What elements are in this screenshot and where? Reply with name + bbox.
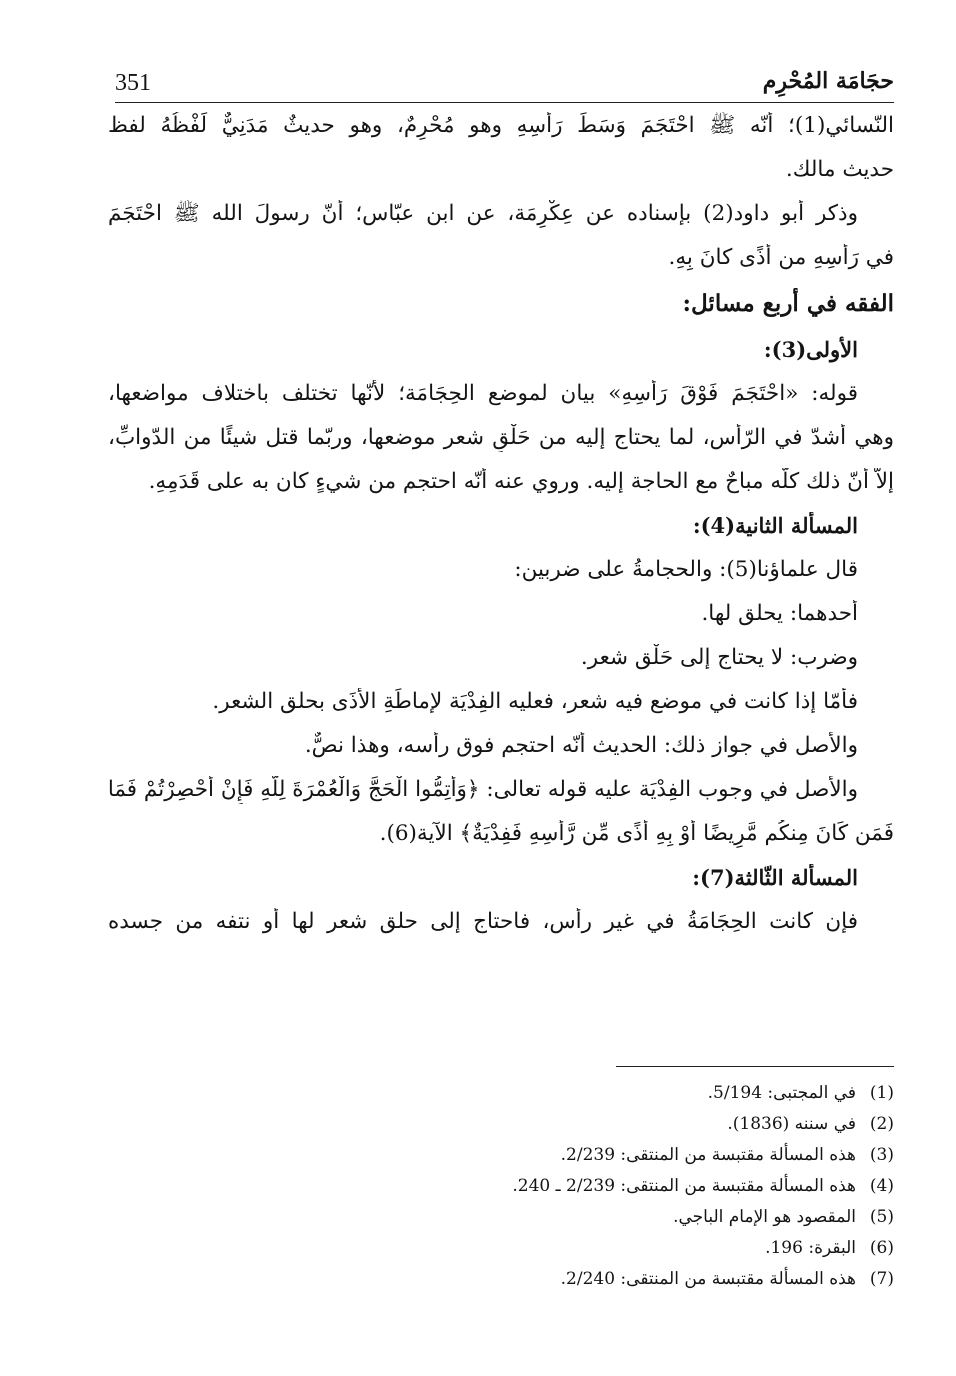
issue-heading: المسألة الثانية(4): <box>692 513 858 538</box>
issue-heading: المسألة الثّالثة(7): <box>692 865 858 890</box>
footnote <box>108 1235 894 1262</box>
footnote-text: في سننه (1836). <box>727 1114 856 1134</box>
footnote-text: في المجتبى: 5/194. <box>707 1083 856 1103</box>
paragraph-line: النّسائي(1)؛ أنّه ﷺ احْتَجَمَ وَسَطَ رَأسِهِ وهو مُحْرِمٌ، وهو حديثٌ مَدَنِيٌّ لَفْظُهُ لفظ <box>108 113 894 138</box>
footnote <box>108 1173 894 1200</box>
section-heading: الفقه في أربع مسائل: <box>682 290 894 317</box>
footnote-number: (6) <box>869 1238 894 1258</box>
paragraph-line: قوله: «احْتَجَمَ فَوْقَ رَأْسِهِ» بيان لموضع الحِجَامَة؛ لأنّها تختلف باختلاف مواضعها، <box>108 381 858 406</box>
paragraph-line: وضرب: لا يحتاج إلى حَلْق شعر. <box>580 645 858 670</box>
paragraph-line: قال علماؤنا(5): والحجامةُ على ضربين: <box>514 557 858 582</box>
running-title: حجَامَة المُحْرِم <box>762 68 894 94</box>
issue-heading: الأولى(3): <box>763 337 858 362</box>
footnote <box>108 1080 894 1107</box>
paragraph-line: أحدهما: يحلق لها. <box>701 601 858 626</box>
paragraph-line: حديث مالك. <box>785 157 894 182</box>
footnote-text: هذه المسألة مقتبسة من المنتقى: 2/239. <box>560 1145 856 1165</box>
page-header <box>115 60 894 103</box>
footnote-number: (1) <box>869 1083 894 1103</box>
paragraph-line: فأمّا إذا كانت في موضع فيه شعر، فعليه الفِدْيَة لإماطَةِ الأَذَى بحلق الشعر. <box>212 689 858 714</box>
paragraph-line: إلاّ أنّ ذلك كلّه مباحٌ مع الحاجة إليه. وروي عنه أنّه احتجم من شيءٍ كان به على قَدَمِهِ. <box>148 469 894 494</box>
paragraph-line: والأصل في جواز ذلك: الحديث أنّه احتجم فوق رأسه، وهذا نصٌّ. <box>304 733 858 758</box>
footnote <box>108 1111 894 1138</box>
footnote-text: هذه المسألة مقتبسة من المنتقى: 2/239 ـ 240. <box>512 1176 856 1196</box>
paragraph-line: فَمَن كَانَ مِنكُم مَّرِيضًا أَوْ بِهِ أَذًى مِّن رَّأْسِهِ فَفِدْيَةٌ﴾ الآية(6). <box>379 821 894 846</box>
footnote <box>108 1266 894 1293</box>
paragraph-line: وذكر أبو داود(2) بإسناده عن عِكْرِمَة، عن ابن عبّاس؛ أنّ رسولَ الله ﷺ احْتَجَمَ <box>108 201 858 226</box>
footnote-number: (4) <box>869 1176 894 1196</box>
footnotes <box>108 1080 894 1297</box>
footnote-number: (3) <box>869 1145 894 1165</box>
paragraph-line: فإن كانت الحِجَامَةُ في غير رأس، فاحتاج إلى حلق شعر لها أو نتفه من جسده <box>108 909 858 934</box>
footnote-text: هذه المسألة مقتبسة من المنتقى: 2/240. <box>560 1269 856 1289</box>
footnote-number: (7) <box>869 1269 894 1289</box>
main-text <box>108 112 894 952</box>
paragraph-line: في رَأْسِهِ من أَذًى كانَ بِهِ. <box>668 245 894 270</box>
footnote-number: (2) <box>869 1114 894 1134</box>
paragraph-line: والأصل في وجوب الفِدْيَة عليه قوله تعالى: ﴿وَأَتِمُّوا الْحَجَّ وَالْعُمْرَةَ لِلَّهِ فَإِنْ أُحْصِرْتُمْ فَمَا <box>108 777 858 802</box>
footnote-number: (5) <box>869 1207 894 1227</box>
footnote-text: البقرة: 196. <box>765 1238 856 1258</box>
footnote <box>108 1142 894 1169</box>
page-number: 351 <box>115 70 151 96</box>
paragraph-line: وهي أشدّ في الرّأس، لما يحتاج إليه من حَلْقِ شعر موضعها، وربّما قتل شيئًا من الدّوابِّ، <box>108 425 894 450</box>
footnote-text: المقصود هو الإمام الباجي. <box>673 1207 856 1227</box>
footnote <box>108 1204 894 1231</box>
footnote-separator <box>616 1066 894 1067</box>
